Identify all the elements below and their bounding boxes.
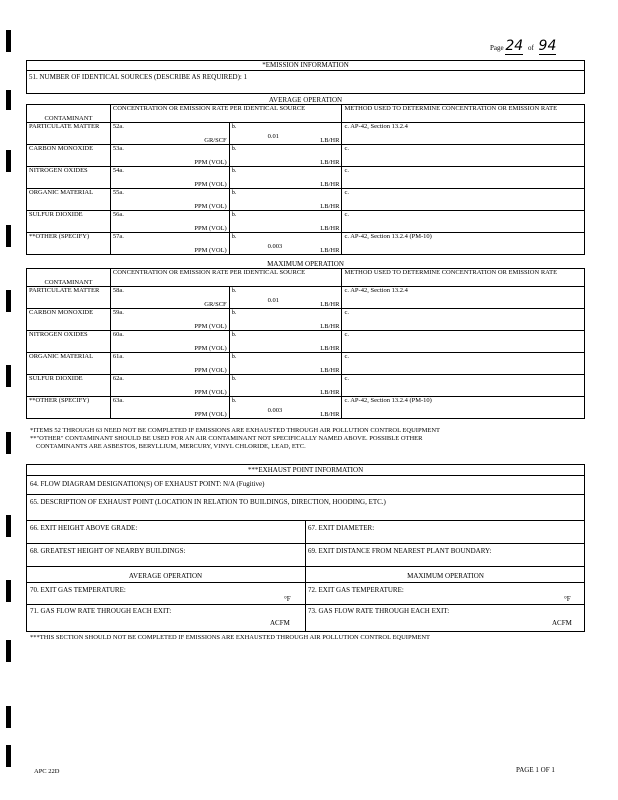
table-row: ORGANIC MATERIAL 55a. PPM (VOL) b. LB/HR c. [27,189,585,211]
contaminant-name: NITROGEN OXIDES [27,331,111,353]
plant-boundary-distance-field[interactable]: 69. EXIT DISTANCE FROM NEAREST PLANT BOUNDARY: [308,547,492,555]
table-row: NITROGEN OXIDES 54a. PPM (VOL) b. LB/HR c. [27,167,585,189]
exhaust-avg-title: AVERAGE OPERATION [128,572,203,580]
table-row: SULFUR DIOXIDE 62a. PPM (VOL) b. LB/HR c. [27,375,585,397]
binder-mark [6,225,11,247]
contaminant-header: CONTAMINANT [27,269,111,287]
table-row: **OTHER (SPECIFY) 63a. PPM (VOL) b. 0.003 LB/HR c. AP-42, Section 13.2.4 (PM-10) [27,397,585,419]
max-operation-title: MAXIMUM OPERATION [267,260,344,268]
binder-mark [6,365,11,387]
exit-diameter-field[interactable]: 67. EXIT DIAMETER: [308,524,375,532]
exit-height-field[interactable]: 66. EXIT HEIGHT ABOVE GRADE: [30,524,138,532]
avg-operation-title: AVERAGE OPERATION [268,96,343,104]
exhaust-info-title: ***EXHAUST POINT INFORMATION [247,466,364,474]
table-row: CARBON MONOXIDE 53a. PPM (VOL) b. LB/HR c. [27,145,585,167]
contaminant-header: CONTAMINANT [27,105,111,123]
note-other-contaminant: **"OTHER" CONTAMINANT SHOULD BE USED FOR AN AIR CONTAMINANT NOT SPECIFICALLY NAMED ABOVE. POSSIBLE OTHER [30,435,423,442]
method-field[interactable]: AP-42, Section 13.2.4 (PM-10) [350,233,432,240]
table-row: **OTHER (SPECIFY) 57a. PPM (VOL) b. 0.003 LB/HR c. AP-42, Section 13.2.4 (PM-10) [27,233,585,255]
avg-exit-gas-temp-field[interactable]: 70. EXIT GAS TEMPERATURE: [30,586,126,594]
avg-emission-table [26,104,585,255]
exhaust-description-field[interactable]: 65. DESCRIPTION OF EXHAUST POINT (LOCATION IN RELATION TO BUILDINGS, DIRECTION, HOODING, ETC.) [30,498,386,506]
method-header: METHOD USED TO DETERMINE CONCENTRATION OR EMISSION RATE [342,269,585,287]
max-gas-flow-rate-field[interactable]: 73. GAS FLOW RATE THROUGH EACH EXIT: [308,607,450,615]
contaminant-name: PARTICULATE MATTER [27,287,111,309]
contaminant-name: CARBON MONOXIDE [27,309,111,331]
footer-page-label: PAGE 1 OF 1 [516,766,555,774]
table-row: CARBON MONOXIDE 59a. PPM (VOL) b. LB/HR c. [27,309,585,331]
deg-f-label: °F [284,595,291,603]
page-number: Page 24 of 94 [490,38,557,54]
method-field[interactable]: AP-42, Section 13.2.4 [350,287,408,294]
contaminant-name: SULFUR DIOXIDE [27,375,111,397]
exhaust-max-title: MAXIMUM OPERATION [407,572,484,580]
contaminant-name: NITROGEN OXIDES [27,167,111,189]
binder-mark [6,745,11,767]
max-exit-gas-temp-field[interactable]: 72. EXIT GAS TEMPERATURE: [308,586,404,594]
note-contaminant-examples: CONTAMINANTS ARE ASBESTOS, BERYLLIUM, MERCURY, VINYL CHLORIDE, LEAD, ETC. [36,443,306,450]
binder-mark [6,640,11,662]
deg-f-label: °F [564,595,571,603]
table-row: NITROGEN OXIDES 60a. PPM (VOL) b. LB/HR c. [27,331,585,353]
binder-mark [6,90,11,110]
contaminant-name: CARBON MONOXIDE [27,145,111,167]
method-field[interactable]: AP-42, Section 13.2.4 (PM-10) [350,397,432,404]
form-id: APC 22D [34,768,60,775]
concentration-header: CONCENTRATION OR EMISSION RATE PER IDENTICAL SOURCE [110,269,342,287]
concentration-header: CONCENTRATION OR EMISSION RATE PER IDENTICAL SOURCE [110,105,342,123]
table-row: ORGANIC MATERIAL 61a. PPM (VOL) b. LB/HR c. [27,353,585,375]
binder-mark [6,150,11,172]
nearby-buildings-height-field[interactable]: 68. GREATEST HEIGHT OF NEARBY BUILDINGS: [30,547,186,555]
table-row: PARTICULATE MATTER 58a. GR/SCF b. 0.01 LB/HR c. AP-42, Section 13.2.4 [27,287,585,309]
contaminant-name: ORGANIC MATERIAL [27,353,111,375]
table-row: PARTICULATE MATTER 52a. GR/SCF b. 0.01 LB/HR c. AP-42, Section 13.2.4 [27,123,585,145]
contaminant-name: ORGANIC MATERIAL [27,189,111,211]
identical-sources-field: 51. NUMBER OF IDENTICAL SOURCES (DESCRIBE AS REQUIRED): 1 [29,73,248,81]
binder-mark [6,290,11,312]
avg-gas-flow-rate-field[interactable]: 71. GAS FLOW RATE THROUGH EACH EXIT: [30,607,172,615]
acfm-label: ACFM [270,619,290,627]
acfm-label: ACFM [552,619,572,627]
contaminant-name: **OTHER (SPECIFY) [27,233,111,255]
method-field[interactable]: AP-42, Section 13.2.4 [350,123,408,130]
emission-info-title: *EMISSION INFORMATION [262,61,349,69]
table-row: SULFUR DIOXIDE 56a. PPM (VOL) b. LB/HR c. [27,211,585,233]
exhaust-footnote: ***THIS SECTION SHOULD NOT BE COMPLETED IF EMISSIONS ARE EXHAUSTED THROUGH AIR POLLUTION CONTROL EQUIPMENT [30,634,430,641]
flow-diagram-field[interactable]: 64. FLOW DIAGRAM DESIGNATION(S) OF EXHAUST POINT: N/A (Fugitive) [30,480,265,488]
binder-mark [6,580,11,602]
note-items-52-63: *ITEMS 52 THROUGH 63 NEED NOT BE COMPLETED IF EMISSIONS ARE EXHAUSTED THROUGH AIR POLLUTION CONTROL EQUIPMENT [30,427,440,434]
binder-mark [6,432,11,454]
binder-mark [6,515,11,537]
binder-mark [6,30,11,52]
contaminant-name: PARTICULATE MATTER [27,123,111,145]
contaminant-name: **OTHER (SPECIFY) [27,397,111,419]
binder-mark [6,706,11,728]
method-header: METHOD USED TO DETERMINE CONCENTRATION OR EMISSION RATE [342,105,585,123]
max-emission-table [26,268,585,419]
contaminant-name: SULFUR DIOXIDE [27,211,111,233]
